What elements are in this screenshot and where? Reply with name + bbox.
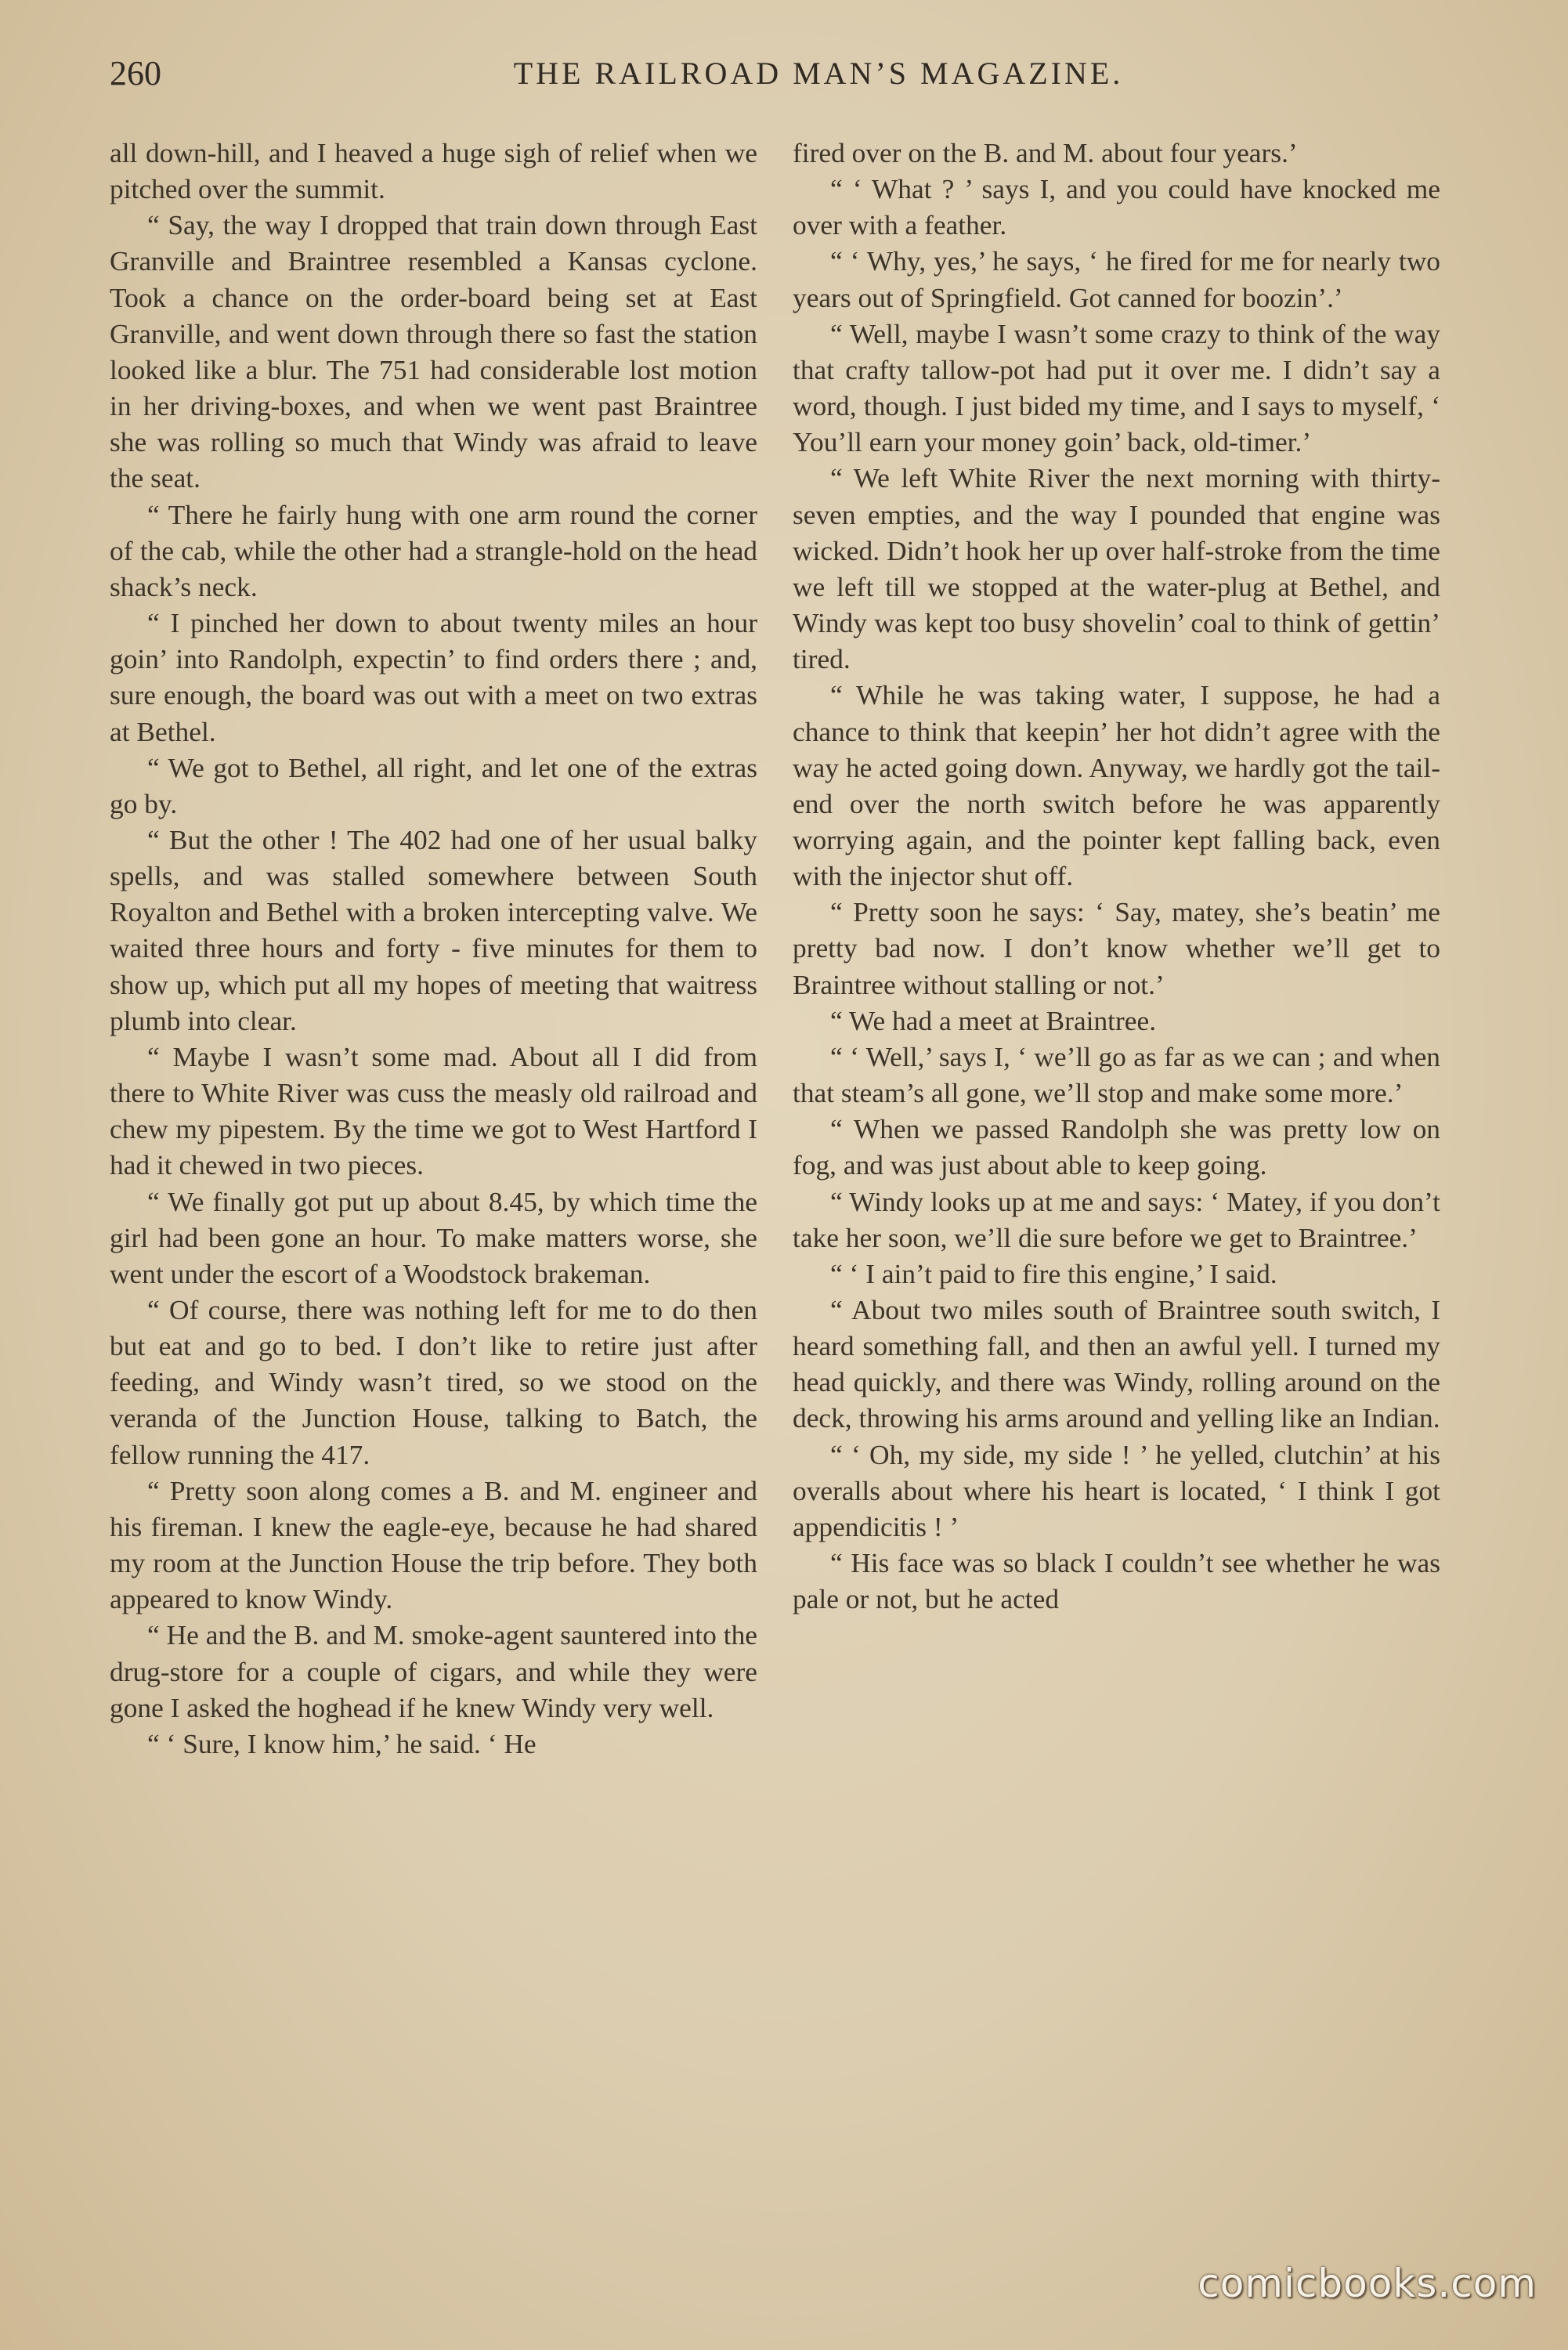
paragraph: “ Of course, there was nothing left for me to do then but eat and go to bed. I don’t like to retire just after feeding, and Windy wasn’t tired, so we stood on the veranda of the Junction House, talking to Batch, the fellow running the 417. xyxy=(110,1294,757,1470)
paragraph: “ His face was so black I couldn’t see whether he was pale or not, but he acted xyxy=(793,1547,1440,1615)
paragraph: all down-hill, and I heaved a huge sigh of relief when we pitched over the summit. xyxy=(110,137,757,205)
paragraph: “ We left White River the next morning with thirty-seven empties, and the way I pounded that engine was wicked. Didn’t hook her up over half-stroke from the time we left till we stopped at the water-plug at Bethel, and Windy was kept too busy shovelin’ coal to think of gettin’ tired. xyxy=(793,462,1440,675)
paragraph: “ But the other ! The 402 had one of her usual balky spells, and was stalled somewhere between South Royalton and Bethel with a broken intercepting valve. We waited three hours and forty - five minutes for them to show up, which put all my hopes of meeting that waitress plumb into clear. xyxy=(110,823,757,1036)
paragraph: “ While he was taking water, I suppose, he had a chance to think that keepin’ her hot didn’t agree with the way he acted going down. Anyway, we hardly got the tail-end over the north switch before he was apparently worrying again, and the pointer kept falling back, even with the injector shut off. xyxy=(793,679,1440,892)
paragraph: “ ‘ I ain’t paid to fire this engine,’ I said. xyxy=(830,1257,1277,1289)
paragraph: fired over on the B. and M. about four years.’ xyxy=(793,137,1298,168)
right-column xyxy=(793,135,1440,1617)
left-column xyxy=(110,135,757,1762)
running-head: THE RAILROAD MAN’S MAGAZINE. xyxy=(513,56,1124,91)
paragraph: “ We had a meet at Braintree. xyxy=(830,1004,1157,1036)
page-number: 260 xyxy=(110,54,161,92)
paragraph: “ Maybe I wasn’t some mad. About all I did from there to White River was cuss the measly old railroad and chew my pipestem. By the time we got to West Hartford I had it chewed in two pieces. xyxy=(110,1040,757,1181)
paragraph: “ ‘ Sure, I know him,’ he said. ‘ He xyxy=(147,1727,537,1759)
paragraph: “ When we passed Randolph she was pretty low on fog, and was just about able to keep going. xyxy=(793,1113,1440,1181)
paragraph: “ About two miles south of Braintree south switch, I heard something fall, and then an awful yell. I turned my head quickly, and there was Windy, rolling around on the deck, throwing his arms around and yelling like an Indian. xyxy=(793,1294,1440,1434)
paragraph: “ Well, maybe I wasn’t some crazy to think of the way that crafty tallow-pot had put it over me. I didn’t say a word, though. I just bided my time, and I says to myself, ‘ You’ll earn your money goin’ back, old-timer.’ xyxy=(793,317,1440,458)
paragraph: “ ‘ What ? ’ says I, and you could have knocked me over with a feather. xyxy=(793,173,1440,241)
paragraph: “ We finally got put up about 8.45, by which time the girl had been gone an hour. To make matters worse, she went under the escort of a Woodstock brakeman. xyxy=(110,1185,757,1289)
paragraph: “ We got to Bethel, all right, and let one of the extras go by. xyxy=(110,751,757,819)
paragraph: “ Pretty soon along comes a B. and M. engineer and his fireman. I knew the eagle-eye, because he had shared my room at the Junction House the trip before. They both appeared to know Windy. xyxy=(110,1474,757,1615)
paragraph: “ I pinched her down to about twenty miles an hour goin’ into Randolph, expectin’ to find orders there ; and, sure enough, the board was out with a meet on two extras at Bethel. xyxy=(110,607,757,747)
paragraph: “ Pretty soon he says: ‘ Say, matey, she’s beatin’ me pretty bad now. I don’t know whether we’ll get to Braintree without stalling or not.’ xyxy=(793,896,1440,1000)
paragraph: “ He and the B. and M. smoke-agent sauntered into the drug-store for a couple of cigars, and while they were gone I asked the hoghead if he knew Windy very well. xyxy=(110,1619,757,1723)
paragraph: “ ‘ Why, yes,’ he says, ‘ he fired for me for nearly two years out of Springfield. Got canned for boozin’.’ xyxy=(793,245,1440,313)
paragraph: “ ‘ Well,’ says I, ‘ we’ll go as far as we can ; and when that steam’s all gone, we’ll stop and make some more.’ xyxy=(793,1040,1440,1109)
paragraph: “ Say, the way I dropped that train down through East Granville and Braintree resembled a Kansas cyclone. Took a chance on the order-board being set at East Granville, and went down through there so fast the station looked like a blur. The 751 had considerable lost motion in her driving-boxes, and when we went past Braintree she was rolling so much that Windy was afraid to leave the seat. xyxy=(110,209,757,494)
paragraph: “ There he fairly hung with one arm round the corner of the cab, while the other had a strangle-hold on the head shack’s neck. xyxy=(110,498,757,602)
paragraph: “ ‘ Oh, my side, my side ! ’ he yelled, clutchin’ at his overalls about where his heart is located, ‘ I think I got appendicitis ! ’ xyxy=(793,1438,1440,1542)
paragraph: “ Windy looks up at me and says: ‘ Matey, if you don’t take her soon, we’ll die sure before we get to Braintree.’ xyxy=(793,1185,1440,1253)
watermark: comicbooks.com xyxy=(1198,2261,1537,2306)
